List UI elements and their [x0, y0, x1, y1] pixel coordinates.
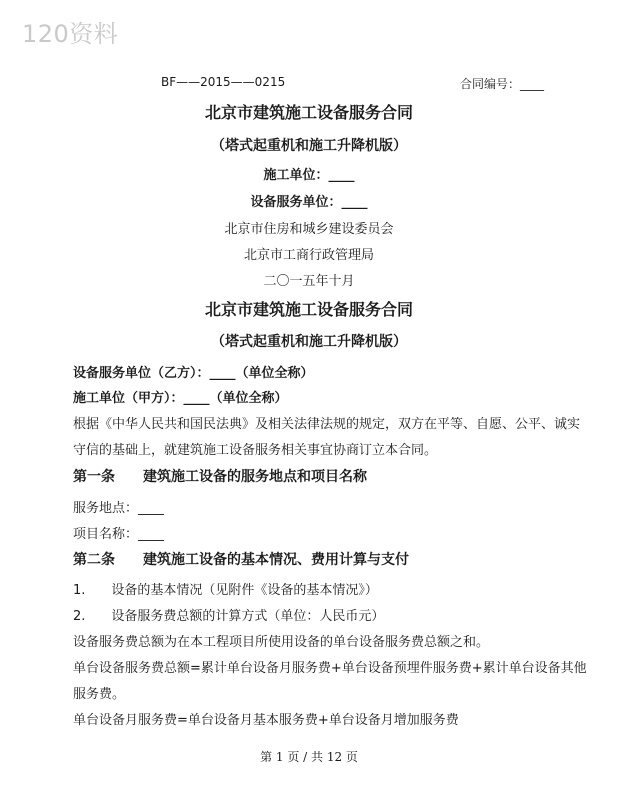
watermark-logo: 120资料 [22, 20, 119, 48]
cover-title: 北京市建筑施工设备服务合同 [204, 103, 413, 122]
document-code: BF——2015——0215 [161, 75, 286, 89]
fee-total-paragraph: 设备服务费总额为在本工程项目所使用设备的单台设备服务费总额之和。 [73, 635, 490, 650]
list-item-1: 1. 设备的基本情况（见附件《设备的基本情况》） [73, 583, 378, 598]
intro-paragraph-line1: 根据《中华人民共和国民法典》及相关法律法规的规定，双方在平等、自愿、公平、诚实 [73, 417, 581, 432]
cover-construction-unit: 施工单位：____ [263, 168, 355, 183]
contract-number: 合同编号：____ [460, 77, 545, 91]
contract-title: 北京市建筑施工设备服务合同 [204, 300, 413, 319]
cover-subtitle: （塔式起重机和施工升降机版） [211, 138, 407, 154]
party-a-line: 施工单位（甲方）：____（单位全称） [73, 391, 288, 406]
monthly-fee-formula: 单台设备月服务费=单台设备月基本服务费+单台设备月增加服务费 [73, 713, 459, 728]
article2-heading: 第二条 建筑施工设备的基本情况、费用计算与支付 [73, 552, 409, 568]
issuer-housing-commission: 北京市住房和城乡建设委员会 [224, 222, 394, 237]
article1-heading: 第一条 建筑施工设备的服务地点和项目名称 [73, 469, 367, 485]
list-item-2: 2. 设备服务费总额的计算方式（单位：人民币元） [73, 609, 385, 624]
unit-fee-formula-line2: 服务费。 [73, 687, 126, 702]
party-b-line: 设备服务单位（乙方）：____（单位全称） [73, 366, 314, 381]
issuer-commerce-bureau: 北京市工商行政管理局 [243, 248, 374, 263]
cover-date: 二〇一五年十月 [263, 274, 355, 289]
unit-fee-formula-line1: 单台设备服务费总额=累计单台设备月服务费+单台设备预埋件服务费+累计单台设备其他 [73, 661, 587, 676]
cover-service-unit: 设备服务单位：____ [250, 195, 368, 210]
intro-paragraph-line2: 守信的基础上，就建筑施工设备服务相关事宜协商订立本合同。 [73, 443, 438, 458]
project-name-line: 项目名称：____ [73, 527, 165, 542]
service-location-line: 服务地点：____ [73, 501, 165, 516]
contract-subtitle: （塔式起重机和施工升降机版） [211, 334, 407, 350]
page-footer: 第 1 页 / 共 12 页 [260, 750, 358, 764]
